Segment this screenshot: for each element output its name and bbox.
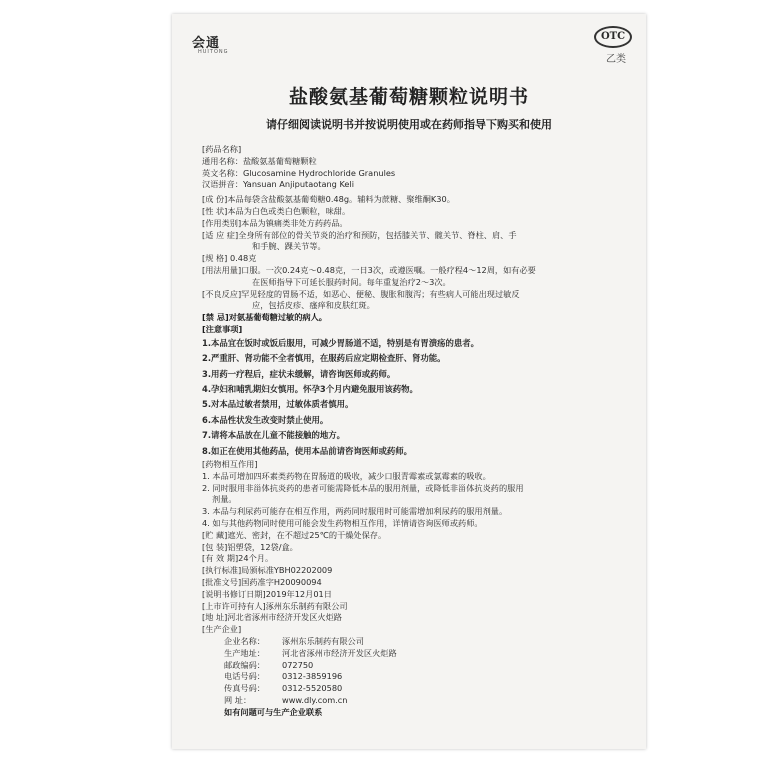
leaflet-sheet	[172, 14, 646, 749]
category: [作用类别]本品为镇痛类非处方药药品。	[202, 217, 348, 228]
mfr-value: www.dly.com.cn	[282, 694, 348, 705]
mfr-value: 072750	[282, 659, 314, 670]
precaution-item: 6.本品性状发生改变时禁止使用。	[202, 414, 329, 425]
leaflet-content	[202, 144, 632, 719]
manufacturer-row	[202, 695, 632, 707]
license-holder: [上市许可持有人]涿州东乐制药有限公司	[202, 600, 348, 611]
manufacturer-row	[202, 660, 632, 672]
manufacturer-row	[202, 671, 632, 683]
indications-cont: 和手腕、踝关节等。	[252, 241, 326, 252]
adverse-reactions: [不良反应]罕见轻度的胃肠不适，如恶心、便秘、腹胀和腹泻；有些病人可能出现过敏反	[202, 288, 520, 299]
interaction-item: 3. 本品与利尿药可能存在相互作用，两药同时服用时可能需增加利尿药的服用剂量。	[202, 506, 508, 517]
ingredients: [成 份]本品每袋含盐酸氨基葡萄糖0.48g。辅料为蔗糖、聚维酮K30。	[202, 194, 455, 205]
contact-note: 如有问题可与生产企业联系	[224, 706, 323, 717]
mfr-label: 企业名称：	[224, 635, 265, 646]
mfr-label: 电话号码：	[224, 671, 265, 682]
revision-date: [说明书修订日期]2019年12月01日	[202, 588, 332, 599]
validity: [有 效 期]24个月。	[202, 553, 274, 564]
package: [包 装]铝塑袋，12袋/盒。	[202, 541, 298, 552]
otc-badge: OTC	[594, 26, 632, 48]
document-subtitle: 请仔细阅读说明书并按说明使用或在药师指导下购买和使用	[266, 118, 552, 131]
adverse-reactions-cont: 应，包括皮疹、瘙痒和皮肤红斑。	[252, 300, 375, 311]
interaction-item-cont: 剂量。	[212, 494, 237, 505]
dosage-cont: 在医师指导下可延长服药时间。每年重复治疗2～3次。	[252, 276, 451, 287]
document-title: 盐酸氨基葡萄糖颗粒说明书	[288, 86, 529, 108]
dosage: [用法用量]口服。一次0.24克～0.48克，一日3次，或遵医嘱。一般疗程4～12周，如有必要	[202, 264, 536, 275]
mfr-label: 传真号码：	[224, 683, 265, 694]
mfr-label: 邮政编码：	[224, 659, 265, 670]
brand-name-en: HUITONG	[198, 49, 229, 55]
generic-name: 通用名称：盐酸氨基葡萄糖颗粒	[202, 155, 317, 166]
specification: [规 格] 0.48克	[202, 253, 257, 264]
precautions-header: [注意事项]	[202, 323, 243, 334]
manufacturer-row	[202, 648, 632, 660]
approval-number: [批准文号]国药准字H20090094	[202, 576, 322, 587]
standard: [执行标准]局颁标准YBH02202009	[202, 565, 333, 576]
precaution-item: 1.本品宜在饭时或饭后服用，可减少胃肠道不适，特别是有胃溃疡的患者。	[202, 337, 480, 348]
indications: [适 应 症]全身所有部位的骨关节炎的治疗和预防，包括膝关节、髋关节、脊柱、肩、手	[202, 229, 517, 240]
interaction-item: 4. 如与其他药物同时使用可能会发生药物相互作用，详情请咨询医师或药师。	[202, 517, 483, 528]
mfr-value: 0312-3859196	[282, 671, 343, 682]
brand-logo	[192, 32, 229, 55]
english-name: 英文名称：Glucosamine Hydrochloride Granules	[202, 167, 396, 178]
storage: [贮 藏]遮光、密封，在不超过25℃的干燥处保存。	[202, 529, 387, 540]
mfr-label: 网 址：	[224, 694, 252, 705]
brand-name-cn: 会通	[192, 36, 221, 51]
precaution-item: 8.如正在使用其他药品，使用本品前请咨询医师或药师。	[202, 445, 413, 456]
precaution-item: 2.严重肝、肾功能不全者慎用，在服药后应定期检查肝、肾功能。	[202, 353, 446, 364]
interactions-header: [药物相互作用]	[202, 459, 258, 469]
mfr-value: 涿州东乐制药有限公司	[282, 635, 364, 646]
precaution-item: 4.孕妇和哺乳期妇女慎用。怀孕3个月内避免服用该药物。	[202, 383, 418, 394]
otc-class-label: 乙类	[606, 54, 626, 65]
precaution-item: 7.请将本品放在儿童不能接触的地方。	[202, 430, 346, 441]
mfr-value: 河北省涿州市经济开发区火炬路	[282, 647, 397, 658]
drug-name-header: [药品名称]	[202, 144, 242, 154]
precaution-item: 3.用药一疗程后，症状未缓解，请咨询医师或药师。	[202, 368, 396, 379]
interaction-item: 1. 本品可增加四环素类药物在胃肠道的吸收，减少口服青霉素或氯霉素的吸收。	[202, 470, 491, 481]
interaction-item: 2. 同时服用非甾体抗炎药的患者可能需降低本品的服用剂量，或降低非甾体抗炎药的服用	[202, 482, 524, 493]
pinyin-name: 汉语拼音：Yansuan Anjiputaotang Keli	[202, 179, 355, 190]
mfr-label: 生产地址：	[224, 647, 265, 658]
manufacturer-row	[202, 636, 632, 648]
precaution-item: 5.对本品过敏者禁用，过敏体质者慎用。	[202, 399, 354, 410]
contraindications: [禁 忌]对氨基葡萄糖过敏的病人。	[202, 312, 327, 323]
manufacturer-row	[202, 683, 632, 695]
holder-address: [地 址]河北省涿州市经济开发区火炬路	[202, 612, 342, 623]
mfr-value: 0312-5520580	[282, 683, 343, 694]
manufacturer-header: [生产企业]	[202, 624, 242, 635]
properties: [性 状]本品为白色或类白色颗粒，味甜。	[202, 205, 351, 216]
